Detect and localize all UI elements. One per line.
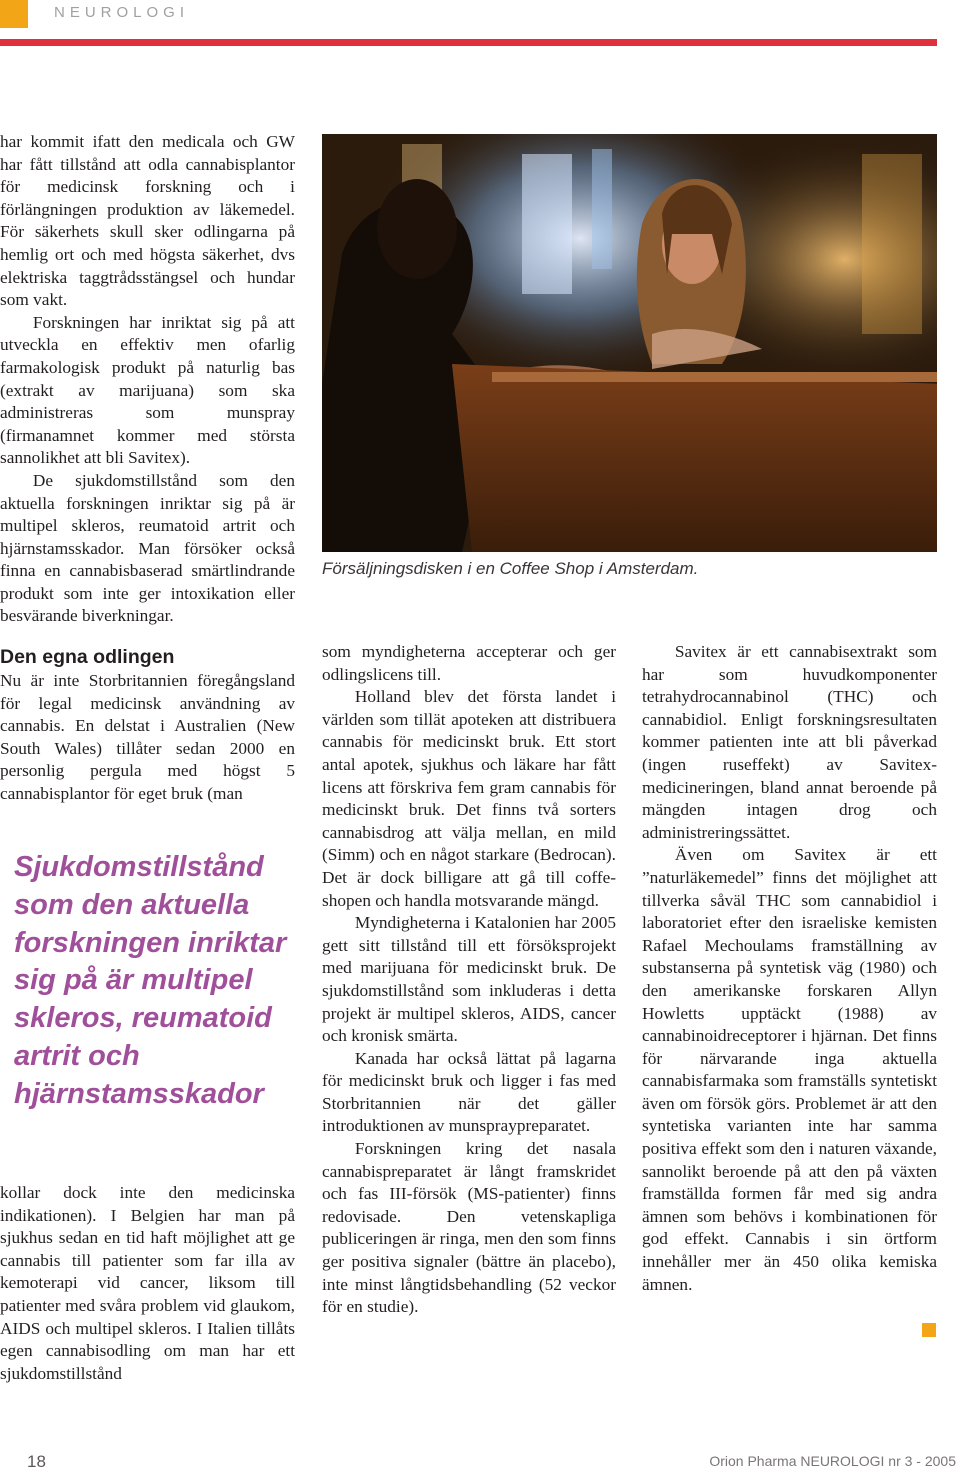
end-of-article-square [922, 1323, 936, 1337]
col3-paragraph-2: Även om Savitex är ett ”naturläkemedel” finns det möjlighet att tillverka såväl THC som cannabidiol i laboratoriet efter den israeliske kemisten Rafael Mechoulams framställning av substanserna på syntetisk väg (1980) och den amerikanske forskaren Allyn Howletts upptäckt (1988) av cannabinoidreceptorer i hjärnan. Det finns för närvarande inga aktuella cannabisfarmaka som framställs syntetiskt även om försök görs. Problemet är att den syntetiska varianten inte har samma positiva effekt som den i naturen växande, sannolikt beroende på att den på växten framställda formen får med sig andra ämnen som behövs i kombinationen för god effekt. Cannabis i sin örtform innehåller mer än 450 olika kemiska ämnen. [642, 845, 937, 1294]
column-1-bottom [0, 1182, 295, 1385]
col1-paragraph-4: Nu är inte Storbritannien föregångsland för legal medicinsk användning av cannabis. En delstat i Australien (New South Wales) tillåter sedan 2000 en personlig pergula med högst 5 cannabisplantor för eget bruk (man [0, 671, 295, 804]
header-rule [0, 39, 937, 46]
column-3 [642, 641, 937, 1296]
col2-paragraph-1: som myndigheterna accepterar och ger odlingslicens till. [322, 642, 616, 684]
photo-illustration [322, 134, 937, 552]
col2-paragraph-4: Kanada har också lättat på lagarna för medicinskt bruk och ligger i fas med Storbritannien när det gäller introduktionen av munspraypreparatet. [322, 1048, 616, 1136]
col3-paragraph-1: Savitex är ett cannabisextrakt som har som huvudkomponenter tetrahydrocannabinol (THC) och cannabidiol. Enligt forskningsresultaten kommer patienten inte att bli påverkad (ingen ruseffekt) av Savitex-medicineringen, bland annat beroende på mängden intagen drog och administreringssättet. [642, 642, 937, 842]
photo-caption: Försäljningsdisken i en Coffee Shop i Amsterdam. [322, 559, 699, 578]
subhead-den-egna-odlingen: Den egna odlingen [0, 646, 175, 669]
col1-paragraph-5: kollar dock inte den medicinska indikationen). I Belgien har man på sjukhus sedan en tid haft möjlighet att ge cannabis till patienter som far illa av kemoterapi vid cancer, liksom till patienter med svåra problem vid glaukom, AIDS och multipel skleros. I Italien tillåts egen cannabisodling om man har ett sjukdomstillstånd [0, 1183, 295, 1383]
coffee-shop-photo [322, 134, 937, 552]
page-number: 18 [27, 1452, 46, 1471]
pull-quote: Sjukdomstillstånd som den aktuella forskningen inriktar sig på är multipel skleros, reumatoid artrit och hjärnstamsskador [14, 851, 287, 1110]
col2-paragraph-5: Forskningen kring det nasala cannabispreparatet är långt framskridet och fas III-försök (MS-patienter) finns redovisade. Den vetenskapliga publiceringen är ringa, men den som finns ger positiva signaler (bättre än placebo), inte minst långtidsbehandling (52 veckor för en studie). [322, 1139, 616, 1317]
column-1-top [0, 131, 295, 806]
col1-paragraph-1: har kommit ifatt den medicala och GW har fått tillstånd att odla cannabisplantor för medicinsk forskning och i förlängningen produktion av läkemedel. För säkerhets skull sker odlingarna på hemlig ort och med högsta säkerhet, dvs elektriska taggtrådsstängsel och hundar som vakt. [0, 132, 295, 310]
section-label: NEUROLOGI [54, 4, 190, 21]
col2-paragraph-3: Myndigheterna i Katalonien har 2005 gett sitt tillstånd till ett försöksprojekt med marijuana för medicinskt bruk. De sjukdomstillstånd som inkluderas i detta projekt är multipel skleros, AIDS, cancer och kronisk smärta. [322, 913, 616, 1046]
publication-footer: Orion Pharma NEUROLOGI nr 3 - 2005 [709, 1453, 956, 1469]
col2-paragraph-2: Holland blev det första landet i världen som tillät apoteken att distribuera cannabis för medicinskt bruk. Ett stort antal apotek, sjukhus och läkare har fått licens att förskriva fem gram cannabis för medicinskt bruk. Det finns två sorters cannabisdrog att välja mellan, en mild (Simm) och en något starkare (Bedrocan). Det är dock billigare att gå till coffe-shopen och handla motsvarande mängd. [322, 687, 616, 910]
col1-paragraph-3: De sjukdomstillstånd som den aktuella forskningen inriktar sig på är multipel skleros, reumatoid artrit och hjärnstamsskador. Man försöker också finna en cannabisbaserad smärtlindrande produkt som inte ger intoxikation eller besvärande biverkningar. [0, 470, 295, 626]
col1-paragraph-2: Forskningen har inriktat sig på att utveckla en effektiv men ofarlig farmakologisk produkt på naturlig bas (extrakt av marijuana) som ska administreras som munspray (firmanamnet kommer med största sannolikhet att bli Savitex). [0, 312, 295, 468]
section-marker-square [0, 0, 28, 28]
column-2 [322, 641, 616, 1319]
